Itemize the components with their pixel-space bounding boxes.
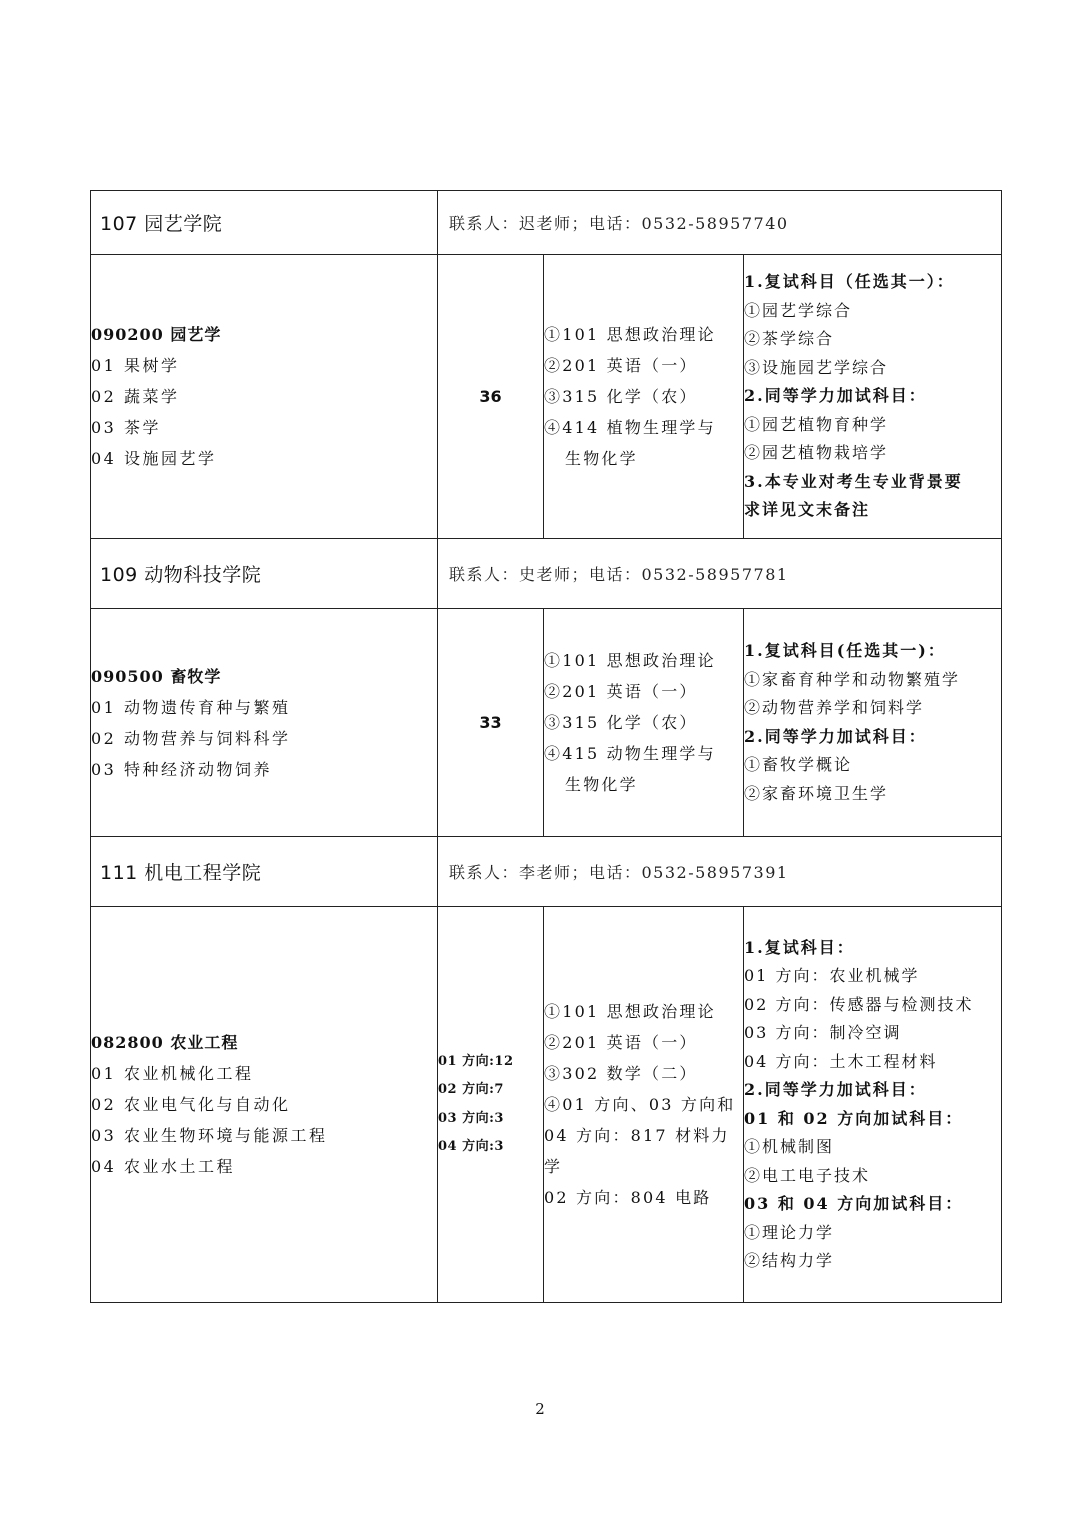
retest-item: ①理论力学 (744, 1222, 835, 1242)
major-code: 090500 畜牧学 (91, 666, 222, 686)
retest-heading: 3.本专业对考生专业背景要 (744, 471, 963, 491)
retest-item: ②结构力学 (744, 1251, 835, 1270)
major-code: 090200 园艺学 (91, 325, 222, 344)
retest-item: 03 方向：制冷空调 (744, 1023, 902, 1042)
college-name-cell (91, 539, 438, 609)
contact-cell (438, 539, 1002, 609)
exam-subject: 生物化学 (565, 775, 638, 794)
direction-item: 03 农业生物环境与能源工程 (91, 1126, 328, 1145)
retest-cell (744, 255, 1002, 539)
contact-info: 联系人：迟老师；电话：0532-58957740 (449, 214, 789, 233)
direction-item: 02 蔬菜学 (91, 387, 180, 406)
quota-list-cell (438, 907, 544, 1303)
major-code: 082800 农业工程 (91, 1033, 239, 1052)
exam-subject: ①101 思想政治理论 (544, 1002, 716, 1021)
college-name: 107 园艺学院 (100, 213, 223, 235)
major-row (91, 255, 1002, 539)
retest-item: ②电工电子技术 (744, 1165, 871, 1185)
retest-item: ③设施园艺学综合 (744, 357, 889, 377)
quota-cell: 33 (438, 609, 544, 837)
contact-info: 联系人：李老师；电话：0532-58957391 (449, 863, 789, 882)
exam-subject: 学 (544, 1157, 563, 1176)
retest-heading: 1.复试科目（任选其一）： (744, 272, 955, 292)
direction-item: 02 农业电气化与自动化 (91, 1095, 291, 1114)
contact-cell (438, 191, 1002, 255)
direction-item: 03 特种经济动物饲养 (91, 759, 272, 779)
exam-subject: 生物化学 (565, 449, 638, 468)
retest-heading: 2.同等学力加试科目： (744, 1080, 927, 1099)
direction-item: 02 动物营养与饲料科学 (91, 728, 291, 748)
major-cell (91, 255, 438, 539)
quota-cell: 36 (438, 255, 544, 539)
retest-item: 02 方向：传感器与检测技术 (744, 994, 974, 1014)
quota-item: 01 方向:12 (438, 1053, 514, 1069)
retest-item: ②动物营养学和饲料学 (744, 698, 925, 717)
exam-subjects-cell (544, 255, 744, 539)
exam-subject: ②201 英语（一） (544, 1033, 698, 1052)
retest-item: ①园艺学综合 (744, 300, 853, 320)
direction-item: 01 农业机械化工程 (91, 1064, 254, 1083)
retest-heading: 2.同等学力加试科目： (744, 386, 927, 406)
retest-item: ②园艺植物栽培学 (744, 443, 889, 463)
contact-cell (438, 837, 1002, 907)
exam-subject: 04 方向：817 材料力 (544, 1126, 730, 1145)
college-header-row (91, 191, 1002, 255)
quota-item: 02 方向:7 (438, 1082, 504, 1097)
exam-subjects-cell (544, 907, 744, 1303)
exam-subject: ①101 思想政治理论 (544, 325, 716, 344)
exam-subject: ③315 化学（农） (544, 387, 698, 406)
direction-item: 01 动物遗传育种与繁殖 (91, 697, 291, 717)
retest-item: 04 方向：土木工程材料 (744, 1051, 938, 1071)
quota-item: 04 方向:3 (438, 1139, 504, 1154)
retest-item: ②茶学综合 (744, 329, 835, 349)
major-cell (91, 609, 438, 837)
exam-subject: ④415 动物生理学与 (544, 744, 716, 763)
college-header-row (91, 837, 1002, 907)
college-name: 109 动物科技学院 (100, 564, 262, 586)
exam-subject: ④01 方向、03 方向和 (544, 1095, 736, 1114)
major-row (91, 907, 1002, 1303)
retest-item: ①园艺植物育种学 (744, 414, 889, 434)
exam-subject: ①101 思想政治理论 (544, 651, 716, 670)
contact-info: 联系人：史老师；电话：0532-58957781 (449, 565, 789, 584)
direction-item: 04 设施园艺学 (91, 449, 217, 468)
exam-subject: 02 方向：804 电路 (544, 1188, 712, 1207)
retest-heading: 03 和 04 方向加试科目： (744, 1194, 964, 1213)
exam-subjects-cell (544, 609, 744, 837)
college-name-cell (91, 191, 438, 255)
retest-heading: 2.同等学力加试科目： (744, 726, 927, 746)
retest-heading: 求详见文末备注 (744, 500, 871, 520)
quota-item: 03 方向:3 (438, 1110, 504, 1126)
college-name-cell (91, 837, 438, 907)
major-cell (91, 907, 438, 1303)
direction-item: 01 果树学 (91, 356, 180, 375)
retest-cell (744, 609, 1002, 837)
retest-heading: 1.复试科目： (744, 937, 855, 957)
exam-subject: ②201 英语（一） (544, 356, 698, 375)
retest-cell (744, 907, 1002, 1303)
major-row (91, 609, 1002, 837)
page-number: 2 (535, 1400, 545, 1418)
retest-heading: 1.复试科目(任选其一)： (744, 641, 946, 660)
college-header-row (91, 539, 1002, 609)
retest-item: 01 方向：农业机械学 (744, 966, 920, 985)
direction-item: 03 茶学 (91, 418, 161, 437)
college-name: 111 机电工程学院 (100, 862, 262, 884)
retest-item: ①机械制图 (744, 1137, 835, 1156)
exam-subject: ③302 数学（二） (544, 1064, 698, 1083)
retest-item: ①畜牧学概论 (744, 755, 853, 774)
exam-subject: ③315 化学（农） (544, 713, 698, 732)
admissions-table (90, 190, 1002, 1303)
retest-heading: 01 和 02 方向加试科目： (744, 1108, 964, 1128)
retest-item: ①家畜育种学和动物繁殖学 (744, 669, 961, 689)
direction-item: 04 农业水土工程 (91, 1157, 235, 1176)
exam-subject: ②201 英语（一） (544, 682, 698, 701)
retest-item: ②家畜环境卫生学 (744, 783, 889, 803)
exam-subject: ④414 植物生理学与 (544, 418, 716, 437)
